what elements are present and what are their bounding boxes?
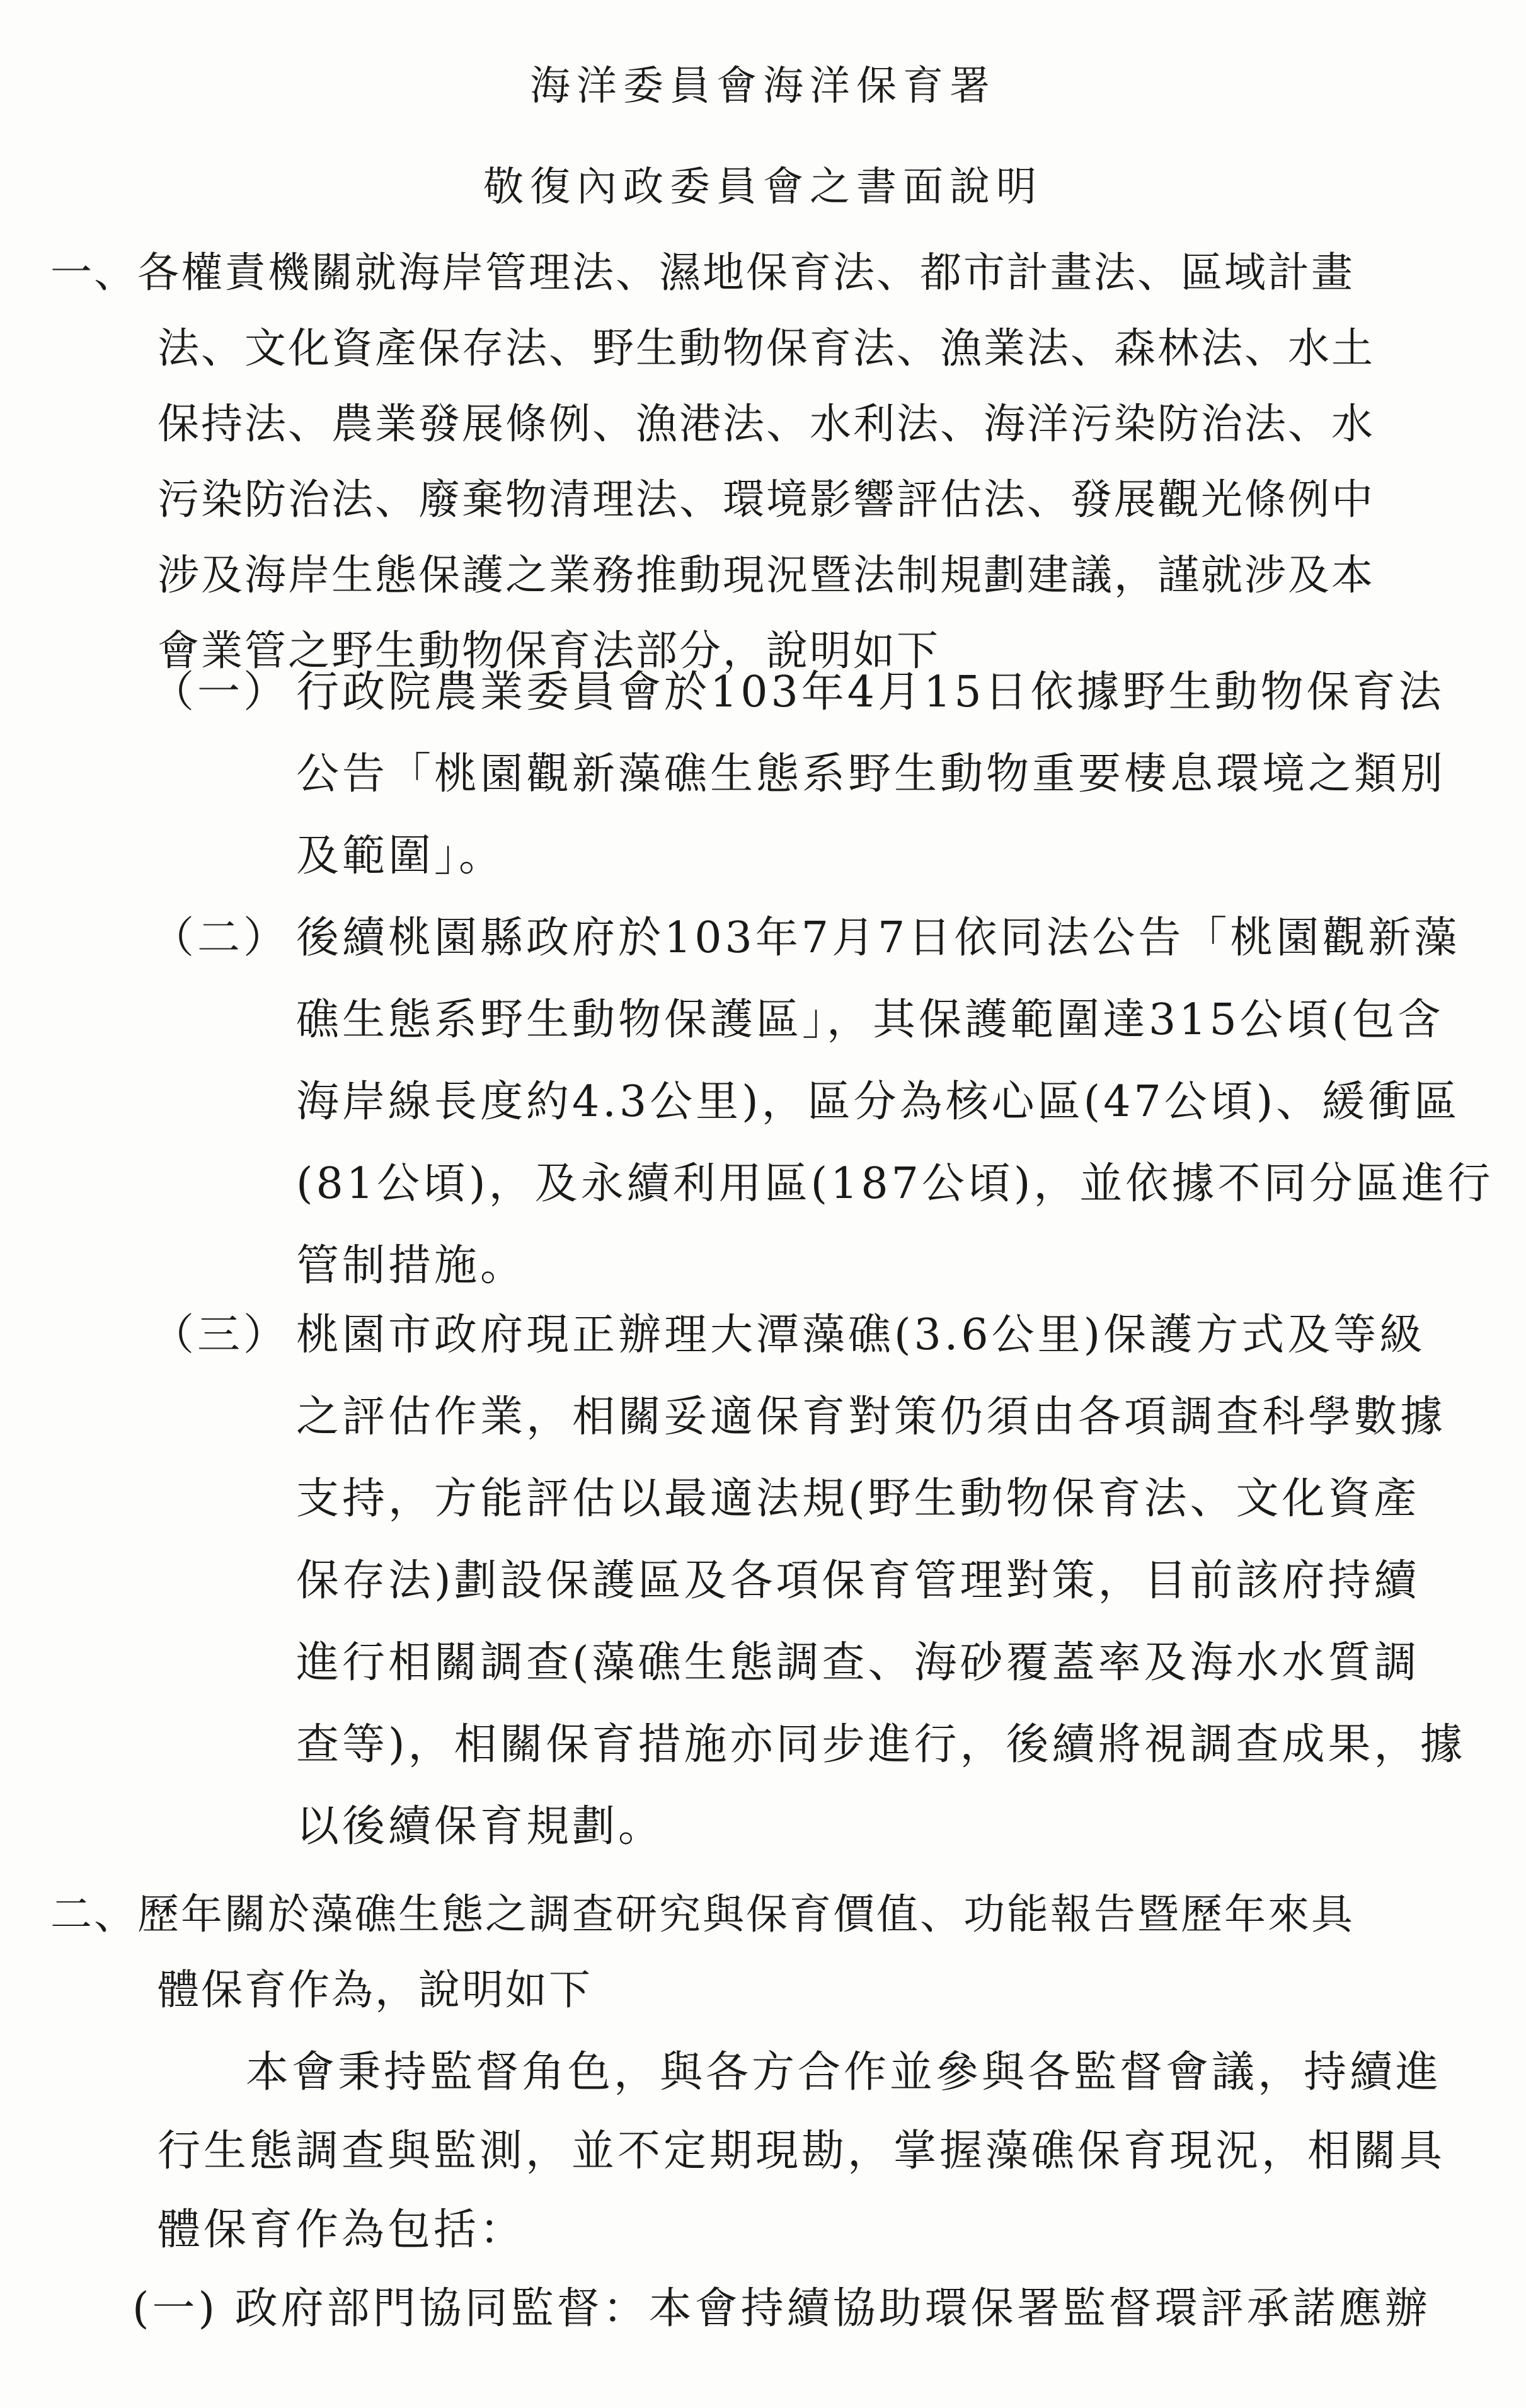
section-1-line: 污染防治法、廢棄物清理法、環境影響評估法、發展觀光條例中 [158, 475, 1375, 524]
agency-title: 海洋委員會海洋保育署 [530, 63, 996, 110]
item-marker: （二） [151, 913, 290, 963]
item-line: 海岸線長度約4.3公里)，區分為核心區(47公頃)、緩衝區 [296, 1077, 1460, 1127]
section-2-item-line: (一) 政府部門協同監督：本會持續協助環保署監督環評承諾應辦 [132, 2284, 1431, 2334]
item-marker: （一） [151, 667, 290, 717]
document-subtitle: 敬復內政委員會之書面說明 [483, 164, 1043, 210]
item-line: 桃園市政府現正辦理大潭藻礁(3.6公里)保護方式及等級 [296, 1310, 1426, 1360]
item-line: 支持，方能評估以最適法規(野生動物保育法、文化資產 [296, 1474, 1420, 1524]
item-line: 及範圍」。 [296, 831, 505, 881]
item-marker: （三） [151, 1310, 290, 1360]
item-line: (81公頃)，及永續利用區(187公頃)，並依據不同分區進行 [296, 1159, 1494, 1209]
item-line: 管制措施。 [296, 1241, 527, 1291]
section-1-line: 保持法、農業發展條例、漁港法、水利法、海洋污染防治法、水 [158, 400, 1375, 448]
item-line: 行政院農業委員會於103年4月15日依據野生動物保育法 [296, 667, 1445, 717]
item-line: 以後續保育規劃。 [296, 1802, 665, 1852]
item-line: 後續桃園縣政府於103年7月7日依同法公告「桃園觀新藻 [296, 913, 1460, 963]
item-line: 保存法)劃設保護區及各項保育管理對策，目前該府持續 [296, 1556, 1420, 1606]
section-2-paragraph-line: 本會秉持監督角色，與各方合作並參與各監督會議，持續進 [246, 2048, 1442, 2097]
item-line: 之評估作業，相關妥適保育對策仍須由各項調查科學數據 [296, 1392, 1447, 1442]
section-1-line: 一、各權責機關就海岸管理法、濕地保育法、都市計畫法、區域計畫 [50, 248, 1355, 297]
item-line: 進行相關調查(藻礁生態調查、海砂覆蓋率及海水水質調 [296, 1638, 1420, 1688]
section-1-line: 涉及海岸生態保護之業務推動現況暨法制規劃建議，謹就涉及本 [158, 551, 1375, 599]
section-2-line: 體保育作為，說明如下 [158, 1966, 592, 2014]
item-line: 查等)，相關保育措施亦同步進行，後續將視調查成果，據 [296, 1720, 1466, 1770]
section-2-paragraph-line: 體保育作為包括： [158, 2205, 526, 2255]
section-1-line: 法、文化資產保存法、野生動物保育法、漁業法、森林法、水土 [158, 324, 1375, 372]
section-2-line: 二、歷年關於藻礁生態之調查研究與保育價值、功能報告暨歷年來具 [50, 1890, 1355, 1938]
section-1-line: 會業管之野生動物保育法部分，說明如下 [158, 626, 940, 675]
item-line: 礁生態系野生動物保護區」，其保護範圍達315公頃(包含 [296, 995, 1444, 1045]
section-2-paragraph-line: 行生態調查與監測，並不定期現勘，掌握藻礁保育現況，相關具 [158, 2126, 1446, 2176]
item-line: 公告「桃園觀新藻礁生態系野生動物重要棲息環境之類別 [296, 749, 1447, 799]
